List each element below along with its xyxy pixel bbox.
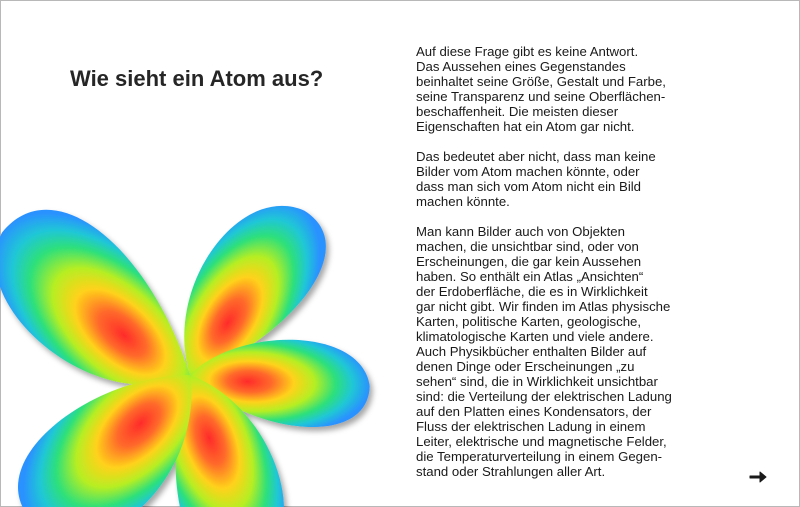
text-line: sind: die Verteilung der elektrischen Ladung bbox=[416, 389, 672, 404]
text-line: Leiter, elektrische und magnetische Felder, bbox=[416, 434, 667, 449]
page-title: Wie sieht ein Atom aus? bbox=[70, 66, 324, 91]
text-line: machen könnte. bbox=[416, 194, 510, 209]
text-line: denen Dinge oder Erscheinungen „zu bbox=[416, 359, 635, 374]
paragraph bbox=[416, 149, 716, 209]
arrow-right-icon bbox=[748, 468, 768, 486]
text-line: Das bedeutet aber nicht, dass man keine bbox=[416, 149, 656, 164]
text-line: Fluss der elektrischen Ladung in einem bbox=[416, 419, 646, 434]
text-line: der Erdoberfläche, die es in Wirklichkeit bbox=[416, 284, 648, 299]
text-line: Erscheinungen, die gar kein Aussehen bbox=[416, 254, 642, 269]
text-line: Auf diese Frage gibt es keine Antwort. bbox=[416, 44, 639, 59]
text-line: Karten, politische Karten, geologische, bbox=[416, 314, 642, 329]
next-page-button[interactable] bbox=[748, 468, 768, 486]
text-line: Eigenschaften hat ein Atom gar nicht. bbox=[416, 119, 635, 134]
text-line: Auch Physikbücher enthalten Bilder auf bbox=[416, 344, 647, 359]
text-line: dass man sich vom Atom nicht ein Bild bbox=[416, 179, 642, 194]
text-line: haben. So enthält ein Atlas „Ansichten“ bbox=[416, 269, 644, 284]
text-line: Bilder vom Atom machen könnte, oder bbox=[416, 164, 640, 179]
paragraph bbox=[416, 44, 716, 134]
text-line: stand oder Strahlungen aller Art. bbox=[416, 464, 606, 479]
text-line: klimatologische Karten und viele andere. bbox=[416, 329, 654, 344]
text-line: beinhaltet seine Größe, Gestalt und Farbe, bbox=[416, 74, 666, 89]
text-line: beschaffenheit. Die meisten dieser bbox=[416, 104, 619, 119]
atom-orbital-illustration bbox=[0, 125, 380, 507]
text-line: seine Transparenz und seine Oberflächen- bbox=[416, 89, 666, 104]
text-line: gar nicht gibt. Wir finden im Atlas physische bbox=[416, 299, 671, 314]
text-line: sehen“ sind, die in Wirklichkeit unsichtbar bbox=[416, 374, 658, 389]
text-line: die Temperaturverteilung in einem Gegen- bbox=[416, 449, 663, 464]
paragraph bbox=[416, 224, 716, 479]
text-line: Das Aussehen eines Gegenstandes bbox=[416, 59, 626, 74]
body-text bbox=[416, 44, 716, 494]
text-line: auf den Platten eines Kondensators, der bbox=[416, 404, 652, 419]
text-line: Man kann Bilder auch von Objekten bbox=[416, 224, 625, 239]
text-line: machen, die unsichtbar sind, oder von bbox=[416, 239, 639, 254]
